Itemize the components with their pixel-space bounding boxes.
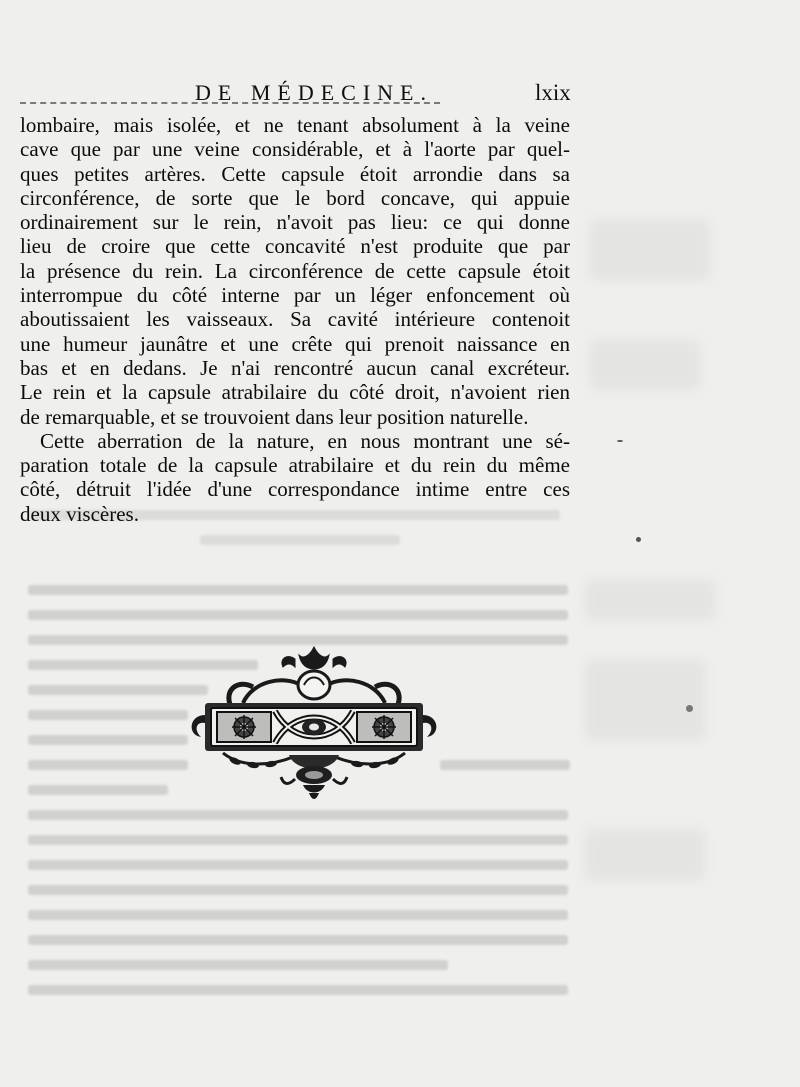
text-line: une humeur jaunâtre et une crête qui prenoit naissance en xyxy=(20,331,570,356)
text-line: deux viscères. xyxy=(20,501,139,526)
text-line: lieu de croire que cette concavité n'est produite que par xyxy=(20,234,570,259)
body-text xyxy=(20,113,570,526)
paper-speck xyxy=(636,537,641,542)
text-line: cave que par une veine considérable, et à l'aorte par quel- xyxy=(20,137,570,162)
text-line: aboutissaient les vaisseaux. Sa cavité intérieure contenoit xyxy=(20,307,570,332)
text-line: bas et en dedans. Je n'ai rencontré aucun canal excréteur. xyxy=(20,355,570,380)
paragraph-start-line: Cette aberration de la nature, en nous montrant une sé- xyxy=(40,428,570,453)
text-line: ordinairement sur le rein, n'avoit pas lieu: ce qui donne xyxy=(20,210,570,235)
text-line: paration totale de la capsule atrabilaire et du rein du même xyxy=(20,453,570,478)
text-line: interrompue du côté interne par un léger enfoncement où xyxy=(20,283,570,308)
running-head-title: DE MÉDECINE. xyxy=(195,80,433,105)
paper-speck xyxy=(617,440,623,442)
page-number: lxix xyxy=(535,80,571,105)
text-line: de remarquable, et se trouvoient dans leur position naturelle. xyxy=(20,404,529,429)
text-line: ques petites artères. Cette capsule étoit arrondie dans sa xyxy=(20,161,570,186)
text-line: Le rein et la capsule atrabilaire du côté droit, n'avoient rien xyxy=(20,380,570,405)
text-line: lombaire, mais isolée, et ne tenant absolument à la veine xyxy=(20,113,570,137)
running-header xyxy=(20,80,580,110)
text-line: côté, détruit l'idée d'une correspondance intime entre ces xyxy=(20,477,570,502)
text-line: circonférence, de sorte que le bord concave, qui appuie xyxy=(20,185,570,210)
text-line: la présence du rein. La circonférence de cette capsule étoit xyxy=(20,258,570,283)
paper-speck xyxy=(686,705,693,712)
tailpiece-ornament-icon xyxy=(183,645,445,805)
